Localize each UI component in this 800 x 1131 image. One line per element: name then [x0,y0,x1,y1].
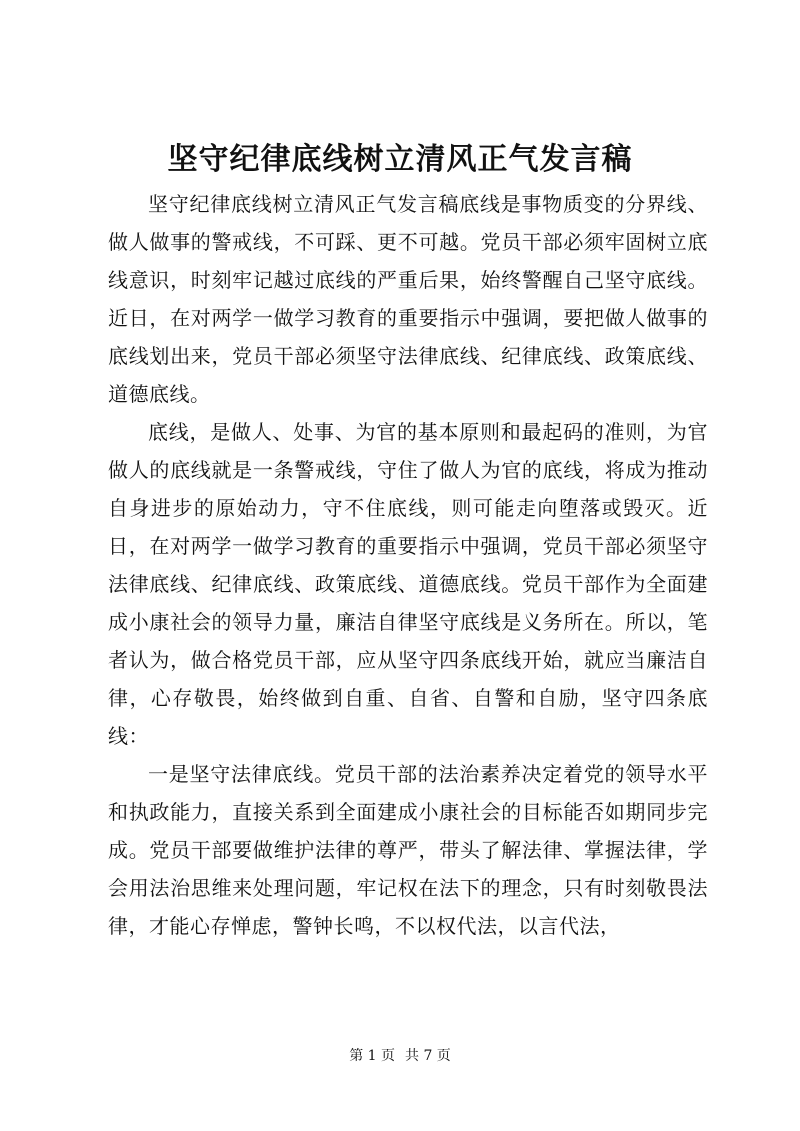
page-total: 共 7 页 [405,1048,451,1064]
paragraph-1: 坚守纪律底线树立清风正气发言稿底线是事物质变的分界线、做人做事的警戒线，不可踩、更不可越。党员干部必须牢固树立底线意识，时刻牢记越过底线的严重后果，始终警醒自己坚守底线。近日，在对两学一做学习教育的重要指示中强调，要把做人做事的底线划出来，党员干部必须坚守法律底线、纪律底线、政策底线、道德底线。 [108,192,708,406]
paragraph-2: 底线，是做人、处事、为官的基本原则和最起码的准则，为官做人的底线就是一条警戒线，守住了做人为官的底线，将成为推动自身进步的原始动力，守不住底线，则可能走向堕落或毁灭。近日，在对两学一做学习教育的重要指示中强调，党员干部必须坚守法律底线、纪律底线、政策底线、道德底线。党员干部作为全面建成小康社会的领导力量，廉洁自律坚守底线是义务所在。所以，笔者认为，做合格党员干部，应从坚守四条底线开始，就应当廉洁自律，心存敬畏，始终做到自重、自省、自警和自励，坚守四条底线： [108,420,708,748]
page-footer [0,1046,800,1066]
document-body [108,185,708,945]
page-number: 第 1 页 [349,1048,395,1064]
paragraph-3: 一是坚守法律底线。党员干部的法治素养决定着党的领导水平和执政能力，直接关系到全面建成小康社会的目标能否如期同步完成。党员干部要做维护法律的尊严，带头了解法律、掌握法律，学会用法治思维来处理问题，牢记权在法下的理念，只有时刻敬畏法律，才能心存惮虑，警钟长鸣，不以权代法，以言代法， [108,762,708,938]
page-title: 坚守纪律底线树立清风正气发言稿 [167,142,633,177]
